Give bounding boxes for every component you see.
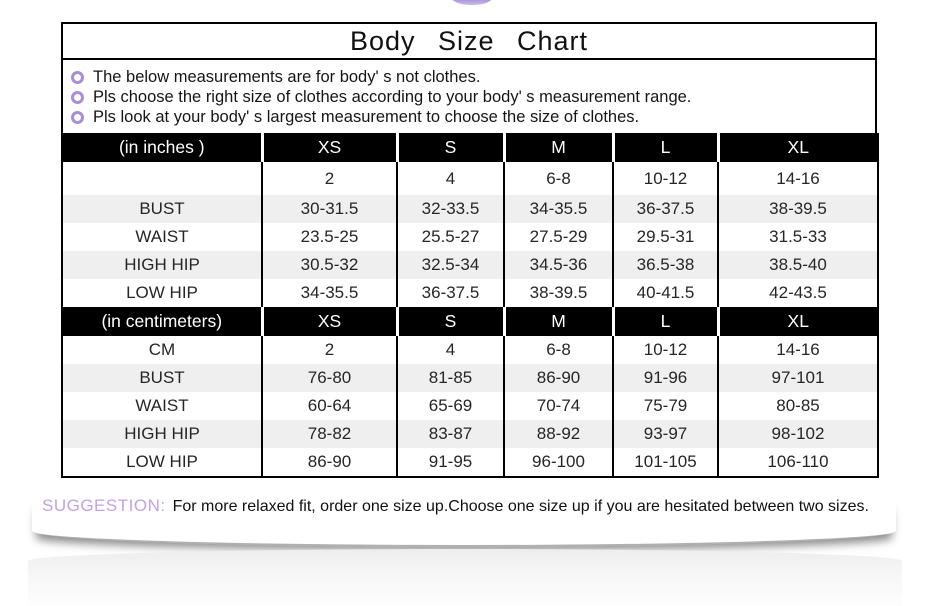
instruction-item (71, 107, 867, 127)
size-cell: 27.5-29 (504, 223, 613, 251)
size-cell: 96-100 (504, 448, 613, 477)
size-cell: 40-41.5 (613, 279, 718, 307)
row-label: HIGH HIP (62, 420, 262, 448)
size-cell: 70-74 (504, 392, 613, 420)
size-cell: 80-85 (718, 392, 878, 420)
row-label: CM (148, 340, 176, 359)
column-header: M (504, 133, 613, 162)
size-cell: 4 (397, 336, 504, 364)
row-label: BUST (62, 195, 262, 223)
size-cell: 101-105 (613, 448, 718, 477)
column-header: XS (262, 133, 397, 162)
bullet-icon (71, 91, 84, 104)
table-row (62, 392, 878, 420)
instruction-item (71, 87, 867, 107)
row-label: WAIST (135, 396, 189, 415)
table-row (62, 448, 878, 477)
row-label: WAIST (135, 227, 189, 246)
background-fade (28, 549, 902, 606)
size-cell: 36-37.5 (613, 195, 718, 223)
table-row (62, 251, 878, 279)
size-cell: 2 (262, 162, 397, 195)
size-cell: 78-82 (262, 420, 397, 448)
size-cell: 31.5-33 (718, 223, 878, 251)
column-header: M (504, 307, 613, 336)
row-label (62, 162, 262, 195)
pagination-dot-icon (452, 0, 492, 5)
row-label: LOW HIP (126, 452, 198, 471)
size-cell: 34-35.5 (504, 195, 613, 223)
column-header: XL (718, 307, 878, 336)
size-cell: 36-37.5 (397, 279, 504, 307)
instruction-text: Pls look at your body' s largest measurement to choose the size of clothes. (93, 107, 640, 126)
table-row (62, 364, 878, 392)
size-cell: 83-87 (397, 420, 504, 448)
table-row (62, 162, 878, 195)
column-header: S (397, 307, 504, 336)
size-cell: 10-12 (613, 336, 718, 364)
size-cell: 86-90 (504, 364, 613, 392)
size-cell: 4 (397, 162, 504, 195)
column-header: XS (262, 307, 397, 336)
table-row (62, 336, 878, 364)
size-cell: 60-64 (262, 392, 397, 420)
instruction-text: The below measurements are for body' s not clothes. (93, 67, 481, 86)
suggestion-label: SUGGESTION: (42, 496, 166, 515)
size-cell: 14-16 (718, 162, 878, 195)
size-chart-table (61, 133, 879, 478)
table-header-inches (62, 133, 878, 162)
size-cell: 93-97 (613, 420, 718, 448)
size-cell: 30-31.5 (262, 195, 397, 223)
size-cell: 29.5-31 (613, 223, 718, 251)
size-cell: 91-96 (613, 364, 718, 392)
table-row (62, 420, 878, 448)
bullet-icon (71, 71, 84, 84)
instructions-list (63, 60, 875, 136)
size-cell: 86-90 (262, 448, 397, 477)
column-header: L (613, 133, 718, 162)
row-label: HIGH HIP (62, 251, 262, 279)
size-cell: 6-8 (504, 162, 613, 195)
table-row (62, 279, 878, 307)
size-cell: 88-92 (504, 420, 613, 448)
size-cell: 36.5-38 (613, 251, 718, 279)
size-cell: 34-35.5 (262, 279, 397, 307)
size-cell: 6-8 (504, 336, 613, 364)
size-cell: 98-102 (718, 420, 878, 448)
size-cell: 81-85 (397, 364, 504, 392)
size-cell: 91-95 (397, 448, 504, 477)
size-cell: 97-101 (718, 364, 878, 392)
size-cell: 14-16 (718, 336, 878, 364)
size-cell: 65-69 (397, 392, 504, 420)
size-cell: 25.5-27 (397, 223, 504, 251)
size-cell: 10-12 (613, 162, 718, 195)
size-cell: 32.5-34 (397, 251, 504, 279)
instruction-text: Pls choose the right size of clothes according to your body' s measurement range. (93, 87, 692, 106)
page-title: Body Size Chart (63, 24, 875, 60)
bullet-icon (71, 111, 84, 124)
size-cell: 38-39.5 (504, 279, 613, 307)
column-header: S (397, 133, 504, 162)
size-cell: 32-33.5 (397, 195, 504, 223)
column-header: L (613, 307, 718, 336)
size-cell: 38.5-40 (718, 251, 878, 279)
size-cell: 75-79 (613, 392, 718, 420)
table-row (62, 195, 878, 223)
instruction-item (71, 67, 867, 87)
unit-header: (in centimeters) (62, 307, 262, 336)
size-cell: 38-39.5 (718, 195, 878, 223)
table-row (62, 223, 878, 251)
size-cell: 30.5-32 (262, 251, 397, 279)
size-cell: 76-80 (262, 364, 397, 392)
table-header-centimeters (62, 307, 878, 336)
size-cell: 106-110 (718, 448, 878, 477)
info-box (61, 22, 877, 138)
unit-header: (in inches ) (62, 133, 262, 162)
row-label: LOW HIP (126, 283, 198, 302)
size-cell: 23.5-25 (262, 223, 397, 251)
size-cell: 34.5-36 (504, 251, 613, 279)
size-cell: 42-43.5 (718, 279, 878, 307)
suggestion-line (42, 496, 914, 516)
row-label: BUST (62, 364, 262, 392)
size-cell: 2 (262, 336, 397, 364)
suggestion-text: For more relaxed fit, order one size up.Choose one size up if you are hesitated between two sizes. (172, 498, 869, 515)
column-header: XL (718, 133, 878, 162)
